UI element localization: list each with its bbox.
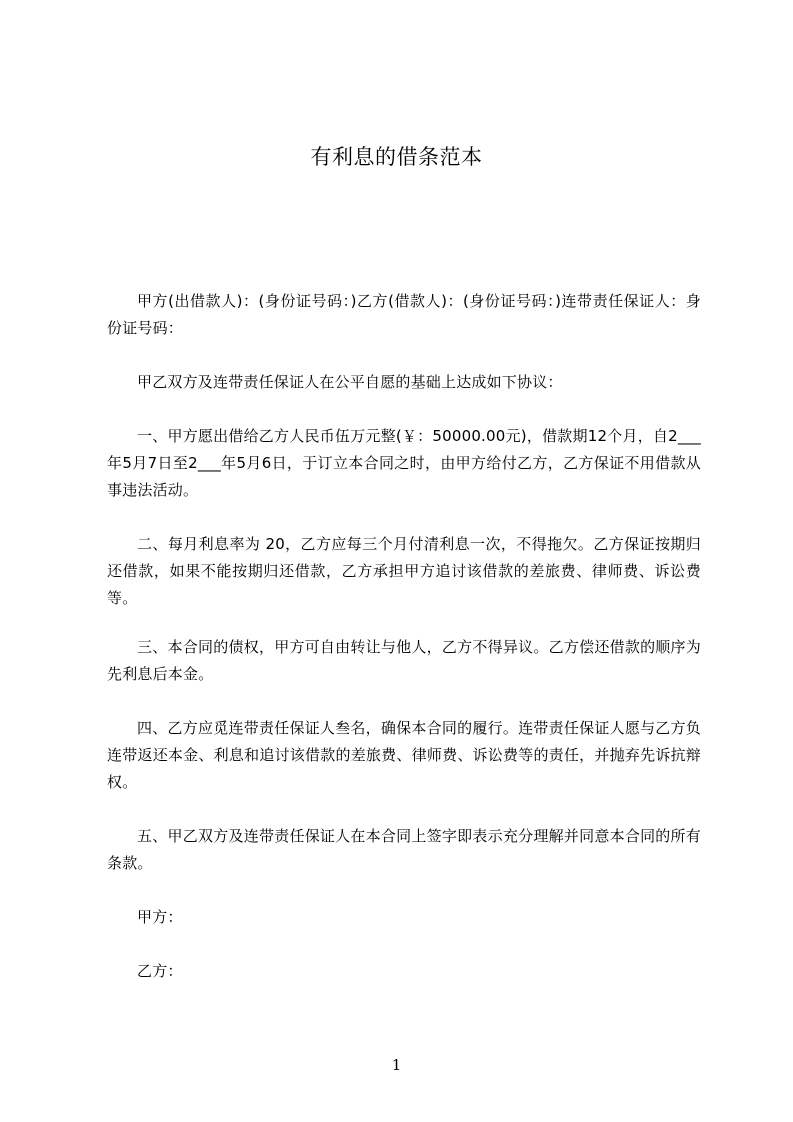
clause-5-paragraph: 五、甲乙双方及连带责任保证人在本合同上签字即表示充分理解并同意本合同的所有条款。 (107, 827, 701, 872)
agreement-intro-paragraph: 甲乙双方及连带责任保证人在公平自愿的基础上达成如下协议： (137, 373, 563, 391)
document-title: 有利息的借条范本 (310, 145, 483, 169)
clause-2-paragraph: 二、每月利息率为 20，乙方应每三个月付清利息一次，不得拖欠。乙方保证按期归还借款，如果不能按期归还借款，乙方承担甲方追讨该借款的差旅费、律师费、诉讼费等。 (107, 535, 701, 607)
party-a-signature-line: 甲方： (137, 908, 183, 926)
clause-4-paragraph: 四、乙方应觅连带责任保证人叁名，确保本合同的履行。连带责任保证人愿与乙方负连带返还本金、利息和追讨该借款的差旅费、律师费、诉讼费等的责任，并抛弃先诉抗辩权。 (107, 719, 701, 791)
clause-1-paragraph: 一、甲方愿出借给乙方人民币伍万元整(￥：50000.00元)，借款期12个月，自2___年5月7日至2___年5月6日，于订立本合同之时，由甲方给付乙方，乙方保证不用借款从事违法活动。 (107, 427, 701, 499)
parties-paragraph: 甲方(出借款人)：(身份证号码：)乙方(借款人)：(身份证号码：)连带责任保证人：身份证号码： (107, 292, 701, 337)
party-b-signature-line: 乙方： (137, 962, 183, 980)
page-number: 1 (391, 1056, 402, 1074)
clause-3-paragraph: 三、本合同的债权，甲方可自由转让与他人，乙方不得异议。乙方偿还借款的顺序为先利息后本金。 (107, 638, 701, 683)
